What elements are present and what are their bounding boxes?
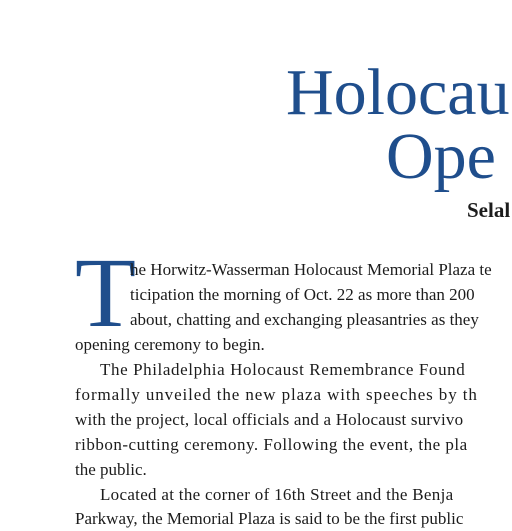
body-line-4: opening ceremony to begin. <box>75 335 265 354</box>
body-line-9: the public. <box>75 460 147 479</box>
body-line-5: The Philadelphia Holocaust Remembrance Found <box>100 360 466 379</box>
body-line-10: Located at the corner of 16th Street and the Benja <box>100 485 454 504</box>
body-line-8: ribbon-cutting ceremony. Following the event, the pla <box>75 435 468 454</box>
body-line-2: ticipation the morning of Oct. 22 as more than 200 <box>130 285 475 304</box>
body-line-6: formally unveiled the new plaza with speeches by th <box>75 385 478 404</box>
body-line-1: he Horwitz-Wasserman Holocaust Memorial Plaza te <box>130 260 492 279</box>
body-line-7: with the project, local officials and a Holocaust survivo <box>75 410 464 429</box>
article-title-line-1: Holocau <box>286 56 510 129</box>
body-line-11: Parkway, the Memorial Plaza is said to be the first public <box>75 509 464 528</box>
body-line-3: about, chatting and exchanging pleasantries as they <box>130 310 479 329</box>
drop-cap: T <box>75 237 137 348</box>
article-title-line-2: Ope <box>386 120 496 193</box>
article-byline: Selal <box>467 198 511 222</box>
